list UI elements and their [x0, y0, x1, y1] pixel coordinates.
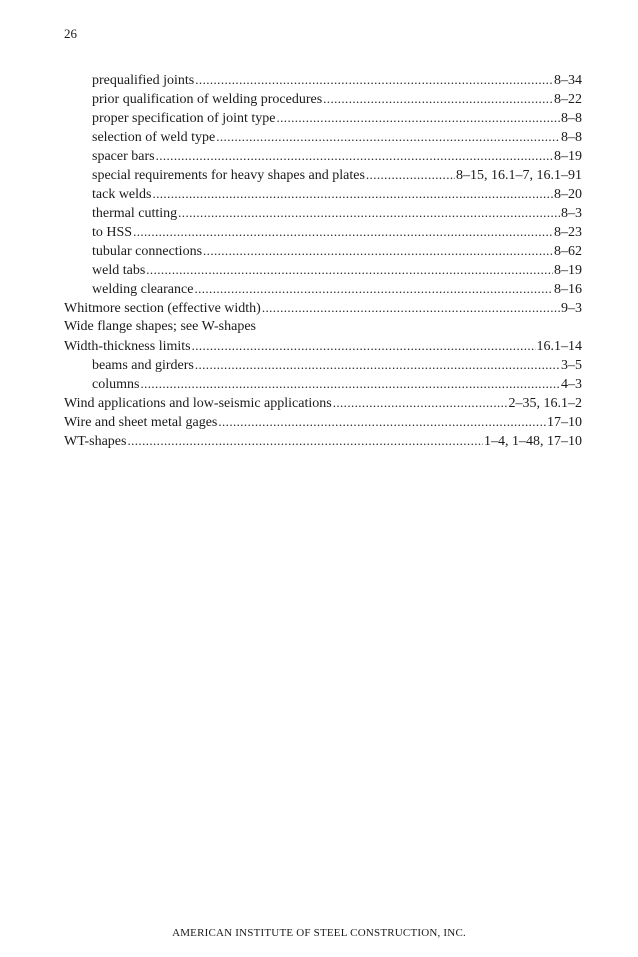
index-page-reference: 8–34 [554, 73, 582, 88]
index-entry [64, 431, 582, 450]
index-entry [64, 279, 582, 298]
index-term: tack welds [92, 187, 152, 202]
index-term: tubular connections [92, 244, 203, 259]
dot-leader [156, 146, 553, 166]
dot-leader [195, 355, 560, 375]
index-page-reference: 9–3 [561, 301, 582, 316]
index-term: prequalified joints [92, 73, 195, 88]
page-number: 26 [64, 26, 77, 41]
index-term: proper specification of joint type [92, 111, 276, 126]
dot-leader [262, 298, 560, 318]
index-term: welding clearance [92, 282, 194, 297]
index-term: spacer bars [92, 149, 155, 164]
index-entry [64, 241, 582, 260]
index-term: Wind applications and low-seismic applications [64, 396, 332, 411]
dot-leader [133, 222, 553, 242]
index-entry [64, 184, 582, 203]
dot-leader [218, 412, 546, 432]
index-entry [64, 165, 582, 184]
index-page-reference: 8–3 [561, 206, 582, 221]
dot-leader [192, 336, 536, 356]
dot-leader [127, 431, 483, 451]
index-page-reference: 8–20 [554, 187, 582, 202]
index-page-reference: 8–16 [554, 282, 582, 297]
index-term: to HSS [92, 225, 133, 240]
index-entry [64, 374, 582, 393]
index-page-reference: 8–8 [561, 130, 582, 145]
dot-leader [216, 127, 560, 147]
index-page-reference: 2–35, 16.1–2 [508, 396, 582, 411]
index-entry [64, 222, 582, 241]
dot-leader [323, 89, 553, 109]
dot-leader [277, 108, 561, 128]
index-term: WT-shapes [64, 434, 127, 449]
index-entry [64, 412, 582, 431]
index-term: Wide flange shapes; see W-shapes [64, 319, 257, 334]
index-page-reference: 17–10 [547, 415, 582, 430]
index-term: special requirements for heavy shapes and plates [92, 168, 365, 183]
index-term: thermal cutting [92, 206, 178, 221]
index-page-reference: 8–23 [554, 225, 582, 240]
index-entry [64, 203, 582, 222]
index-entry [64, 108, 582, 127]
index-page-reference: 8–19 [554, 263, 582, 278]
index-term: beams and girders [92, 358, 194, 373]
index-entry [64, 317, 582, 336]
dot-leader [194, 279, 553, 299]
dot-leader [140, 374, 560, 394]
dot-leader [146, 260, 553, 280]
dot-leader [333, 393, 508, 413]
index-term: selection of weld type [92, 130, 216, 145]
index-entry [64, 127, 582, 146]
dot-leader [152, 184, 553, 204]
index-page-reference: 8–62 [554, 244, 582, 259]
index-page-reference: 8–15, 16.1–7, 16.1–91 [456, 168, 582, 183]
index-entry [64, 89, 582, 108]
index-page-reference: 4–3 [561, 377, 582, 392]
index-entry [64, 336, 582, 355]
index-entry [64, 355, 582, 374]
index-term: prior qualification of welding procedures [92, 92, 323, 107]
page-footer: AMERICAN INSTITUTE OF STEEL CONSTRUCTION, INC. [172, 927, 466, 939]
dot-leader [195, 70, 553, 90]
index-entry [64, 260, 582, 279]
index-page-reference: 16.1–14 [536, 339, 582, 354]
index-page-reference: 8–19 [554, 149, 582, 164]
dot-leader [178, 203, 560, 223]
index-term: weld tabs [92, 263, 146, 278]
index-entry [64, 70, 582, 89]
index-list [64, 70, 582, 450]
index-page-reference: 8–22 [554, 92, 582, 107]
dot-leader [203, 241, 553, 261]
index-term: columns [92, 377, 140, 392]
index-page-reference: 1–4, 1–48, 17–10 [484, 434, 582, 449]
dot-leader [366, 165, 455, 185]
index-entry [64, 393, 582, 412]
index-entry [64, 146, 582, 165]
index-term: Width-thickness limits [64, 339, 191, 354]
index-entry [64, 298, 582, 317]
index-term: Wire and sheet metal gages [64, 415, 218, 430]
index-term: Whitmore section (effective width) [64, 301, 261, 316]
index-page-reference: 8–8 [561, 111, 582, 126]
index-page-reference: 3–5 [561, 358, 582, 373]
